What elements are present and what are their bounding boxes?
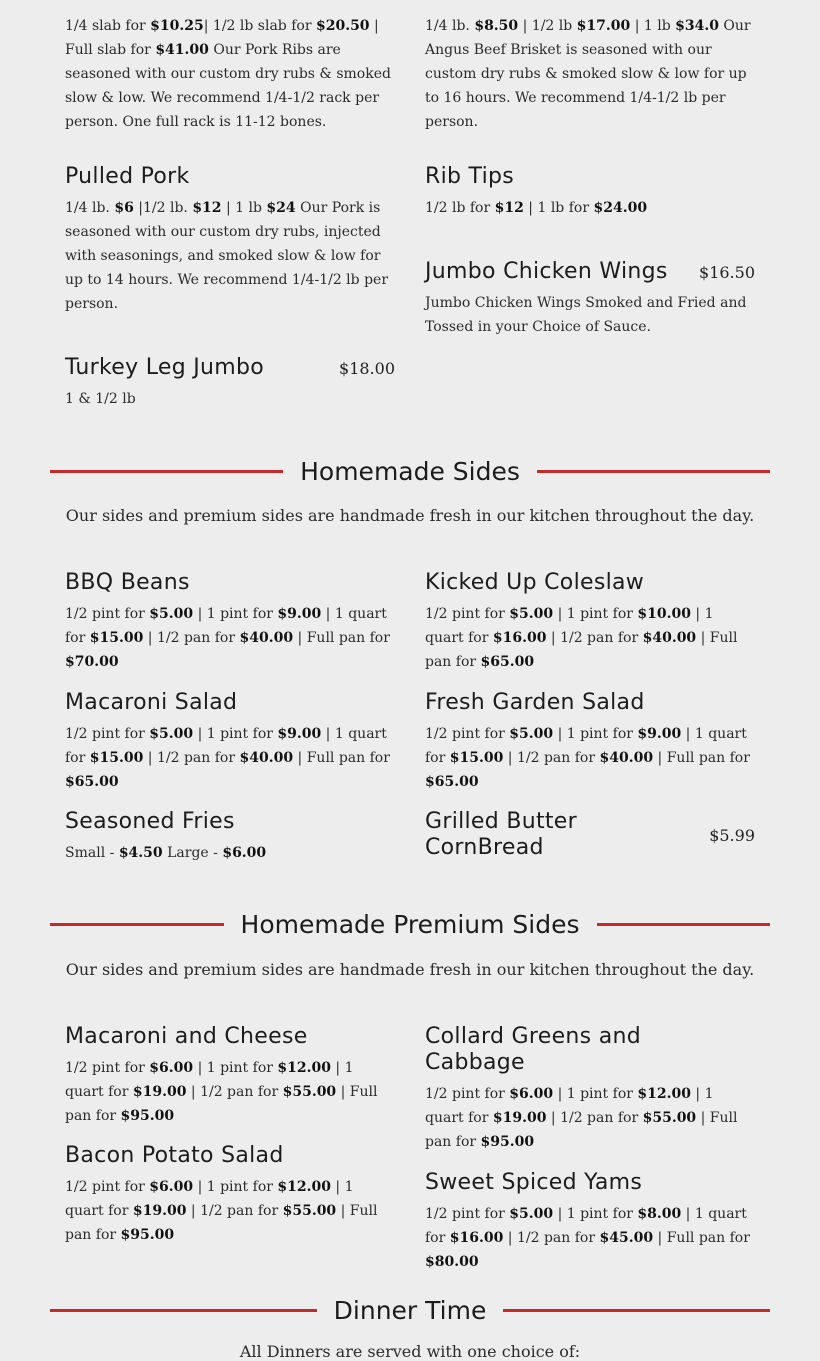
price-value: $24 xyxy=(266,200,296,216)
turkey-leg-item xyxy=(65,355,395,411)
price-value: $80.00 xyxy=(425,1254,479,1270)
collard-item xyxy=(425,1024,755,1154)
mac-salad-item xyxy=(65,690,395,794)
fries-description: Small - $4.50 Large - $6.00 xyxy=(65,845,267,861)
price-value: $9.00 xyxy=(637,726,682,742)
bbq-beans-description: 1/2 pint for $5.00 | 1 pint for $9.00 | 1 quart for $15.00 | 1/2 pan for $40.00 | Full pan for $70.00 xyxy=(65,606,390,670)
price-value: $6 xyxy=(114,200,134,216)
brisket-description: 1/4 lb. $8.50 | 1/2 lb $17.00 | 1 lb $34.0 Our Angus Beef Brisket is seasoned with our custom dry rubs & smoked slow & low for up to 16 hours. We recommend 1/4-1/2 lb per person. xyxy=(425,18,751,130)
price-value: $15.00 xyxy=(89,750,144,766)
price-value: $15.00 xyxy=(449,750,504,766)
price-value: $10.25 xyxy=(150,18,204,34)
price-value: $16.00 xyxy=(449,1230,504,1246)
fries-title: Seasoned Fries xyxy=(65,809,235,834)
price-value: $20.50 xyxy=(315,18,370,34)
mac-cheese-item xyxy=(65,1024,395,1128)
price-value: $17.00 xyxy=(576,18,631,34)
rib-tips-title: Rib Tips xyxy=(425,164,515,189)
price-value: $55.00 xyxy=(282,1203,337,1219)
price-value: $41.00 xyxy=(155,42,209,58)
collard-description: 1/2 pint for $6.00 | 1 pint for $12.00 | 1 quart for $19.00 | 1/2 pan for $55.00 | Full pan for $95.00 xyxy=(425,1086,738,1150)
price-value: $16.00 xyxy=(492,630,547,646)
price-value: $12.00 xyxy=(277,1060,331,1076)
brisket-item xyxy=(425,8,755,134)
pulled-pork-item xyxy=(65,164,395,316)
price-value: $12.00 xyxy=(277,1179,331,1195)
pulled-pork-description: 1/4 lb. $6 |1/2 lb. $12 | 1 lb $24 Our Pork is seasoned with our custom dry rubs, injected with seasonings, and smoked slow & low for up to 14 hours. We recommend 1/4-1/2 lb per person. xyxy=(65,200,389,312)
mac-cheese-title: Macaroni and Cheese xyxy=(65,1024,308,1049)
premium-intro: Our sides and premium sides are handmade fresh in our kitchen throughout the day. xyxy=(65,960,755,979)
price-value: $12.00 xyxy=(637,1086,691,1102)
price-value: $8.50 xyxy=(474,18,519,34)
rib-tips-description: 1/2 lb for $12 | 1 lb for $24.00 xyxy=(425,200,648,216)
fries-item xyxy=(65,809,395,865)
premium-heading-label: Homemade Premium Sides xyxy=(240,909,580,939)
price-value: $10.00 xyxy=(637,606,691,622)
chicken-wings-price: $16.50 xyxy=(699,263,755,282)
coleslaw-item xyxy=(425,570,755,674)
price-value: $6.00 xyxy=(149,1179,194,1195)
sides-heading xyxy=(50,456,770,486)
bbq-beans-title: BBQ Beans xyxy=(65,570,190,595)
price-value: $5.00 xyxy=(509,606,554,622)
coleslaw-description: 1/2 pint for $5.00 | 1 pint for $10.00 | 1 quart for $16.00 | 1/2 pan for $40.00 | Full pan for $65.00 xyxy=(425,606,738,670)
heading-rule-left xyxy=(50,1309,317,1312)
premium-heading xyxy=(50,909,770,939)
chicken-wings-description: Jumbo Chicken Wings Smoked and Fried and Tossed in your Choice of Sauce. xyxy=(425,295,747,335)
price-value: $40.00 xyxy=(599,750,654,766)
price-value: $19.00 xyxy=(132,1203,187,1219)
price-value: $95.00 xyxy=(120,1108,175,1124)
mac-salad-title: Macaroni Salad xyxy=(65,690,238,715)
dinner-heading-label: Dinner Time xyxy=(333,1295,487,1325)
heading-rule-left xyxy=(50,923,224,926)
price-value: $19.00 xyxy=(132,1084,187,1100)
heading-rule-right xyxy=(537,470,770,473)
yams-item xyxy=(425,1170,755,1274)
price-value: $24.00 xyxy=(593,200,648,216)
bacon-potato-description: 1/2 pint for $6.00 | 1 pint for $12.00 | 1 quart for $19.00 | 1/2 pan for $55.00 | Full pan for $95.00 xyxy=(65,1179,378,1243)
garden-salad-item xyxy=(425,690,755,794)
price-value: $5.00 xyxy=(149,726,194,742)
rib-tips-item xyxy=(425,164,755,220)
price-value: $12 xyxy=(494,200,524,216)
yams-title: Sweet Spiced Yams xyxy=(425,1170,643,1195)
bacon-potato-item xyxy=(65,1143,395,1247)
price-value: $40.00 xyxy=(642,630,697,646)
price-value: $9.00 xyxy=(277,726,322,742)
chicken-wings-item xyxy=(425,259,755,339)
price-value: $6.00 xyxy=(509,1086,554,1102)
garden-salad-description: 1/2 pint for $5.00 | 1 pint for $9.00 | 1 quart for $15.00 | 1/2 pan for $40.00 | Full pan for $65.00 xyxy=(425,726,750,790)
chicken-wings-title: Jumbo Chicken Wings xyxy=(425,259,668,284)
heading-rule-right xyxy=(597,923,771,926)
price-value: $65.00 xyxy=(425,774,479,790)
price-value: $95.00 xyxy=(120,1227,175,1243)
turkey-leg-description: 1 & 1/2 lb xyxy=(65,391,136,407)
bbq-beans-item xyxy=(65,570,395,674)
bacon-potato-title: Bacon Potato Salad xyxy=(65,1143,284,1168)
price-value: $4.50 xyxy=(118,845,163,861)
mac-cheese-description: 1/2 pint for $6.00 | 1 pint for $12.00 | 1 quart for $19.00 | 1/2 pan for $55.00 | Full pan for $95.00 xyxy=(65,1060,378,1124)
cornbread-item xyxy=(425,809,755,861)
price-value: $55.00 xyxy=(282,1084,337,1100)
cornbread-price: $5.99 xyxy=(709,825,755,845)
price-value: $19.00 xyxy=(492,1110,547,1126)
pork-ribs-description: 1/4 slab for $10.25| 1/2 lb slab for $20.50 | Full slab for $41.00 Our Pork Ribs are seasoned with our custom dry rubs & smoked slow & low. We recommend 1/4-1/2 rack per person. One full rack is 11-12 bones. xyxy=(65,18,391,130)
turkey-leg-price: $18.00 xyxy=(339,359,395,378)
garden-salad-title: Fresh Garden Salad xyxy=(425,690,645,715)
collard-title: Collard Greens and Cabbage xyxy=(425,1024,642,1075)
coleslaw-title: Kicked Up Coleslaw xyxy=(425,570,645,595)
cornbread-title: Grilled Butter CornBread xyxy=(425,809,577,860)
price-value: $65.00 xyxy=(65,774,119,790)
price-value: $5.00 xyxy=(149,606,194,622)
price-value: $55.00 xyxy=(642,1110,697,1126)
price-value: $40.00 xyxy=(239,630,294,646)
price-value: $6.00 xyxy=(149,1060,194,1076)
heading-rule-left xyxy=(50,470,283,473)
dinner-heading xyxy=(50,1295,770,1325)
price-value: $65.00 xyxy=(480,654,535,670)
price-value: $15.00 xyxy=(89,630,144,646)
price-value: $12 xyxy=(192,200,222,216)
sides-intro: Our sides and premium sides are handmade fresh in our kitchen throughout the day. xyxy=(65,506,755,525)
yams-description: 1/2 pint for $5.00 | 1 pint for $8.00 | 1 quart for $16.00 | 1/2 pan for $45.00 | Full pan for $80.00 xyxy=(425,1206,750,1270)
sides-heading-label: Homemade Sides xyxy=(300,456,520,486)
pork-ribs-item xyxy=(65,8,395,134)
price-value: $8.00 xyxy=(637,1206,682,1222)
price-value: $45.00 xyxy=(599,1230,654,1246)
price-value: $6.00 xyxy=(222,845,267,861)
mac-salad-description: 1/2 pint for $5.00 | 1 pint for $9.00 | 1 quart for $15.00 | 1/2 pan for $40.00 | Full pan for $65.00 xyxy=(65,726,390,790)
price-value: $70.00 xyxy=(65,654,119,670)
price-value: $9.00 xyxy=(277,606,322,622)
pulled-pork-title: Pulled Pork xyxy=(65,164,190,189)
price-value: $5.00 xyxy=(509,1206,554,1222)
dinner-intro: All Dinners are served with one choice of: xyxy=(239,1342,581,1361)
heading-rule-right xyxy=(503,1309,770,1312)
price-value: $5.00 xyxy=(509,726,554,742)
price-value: $34.0 xyxy=(675,18,719,34)
price-value: $95.00 xyxy=(480,1134,535,1150)
turkey-leg-title: Turkey Leg Jumbo xyxy=(65,355,265,380)
price-value: $40.00 xyxy=(239,750,294,766)
